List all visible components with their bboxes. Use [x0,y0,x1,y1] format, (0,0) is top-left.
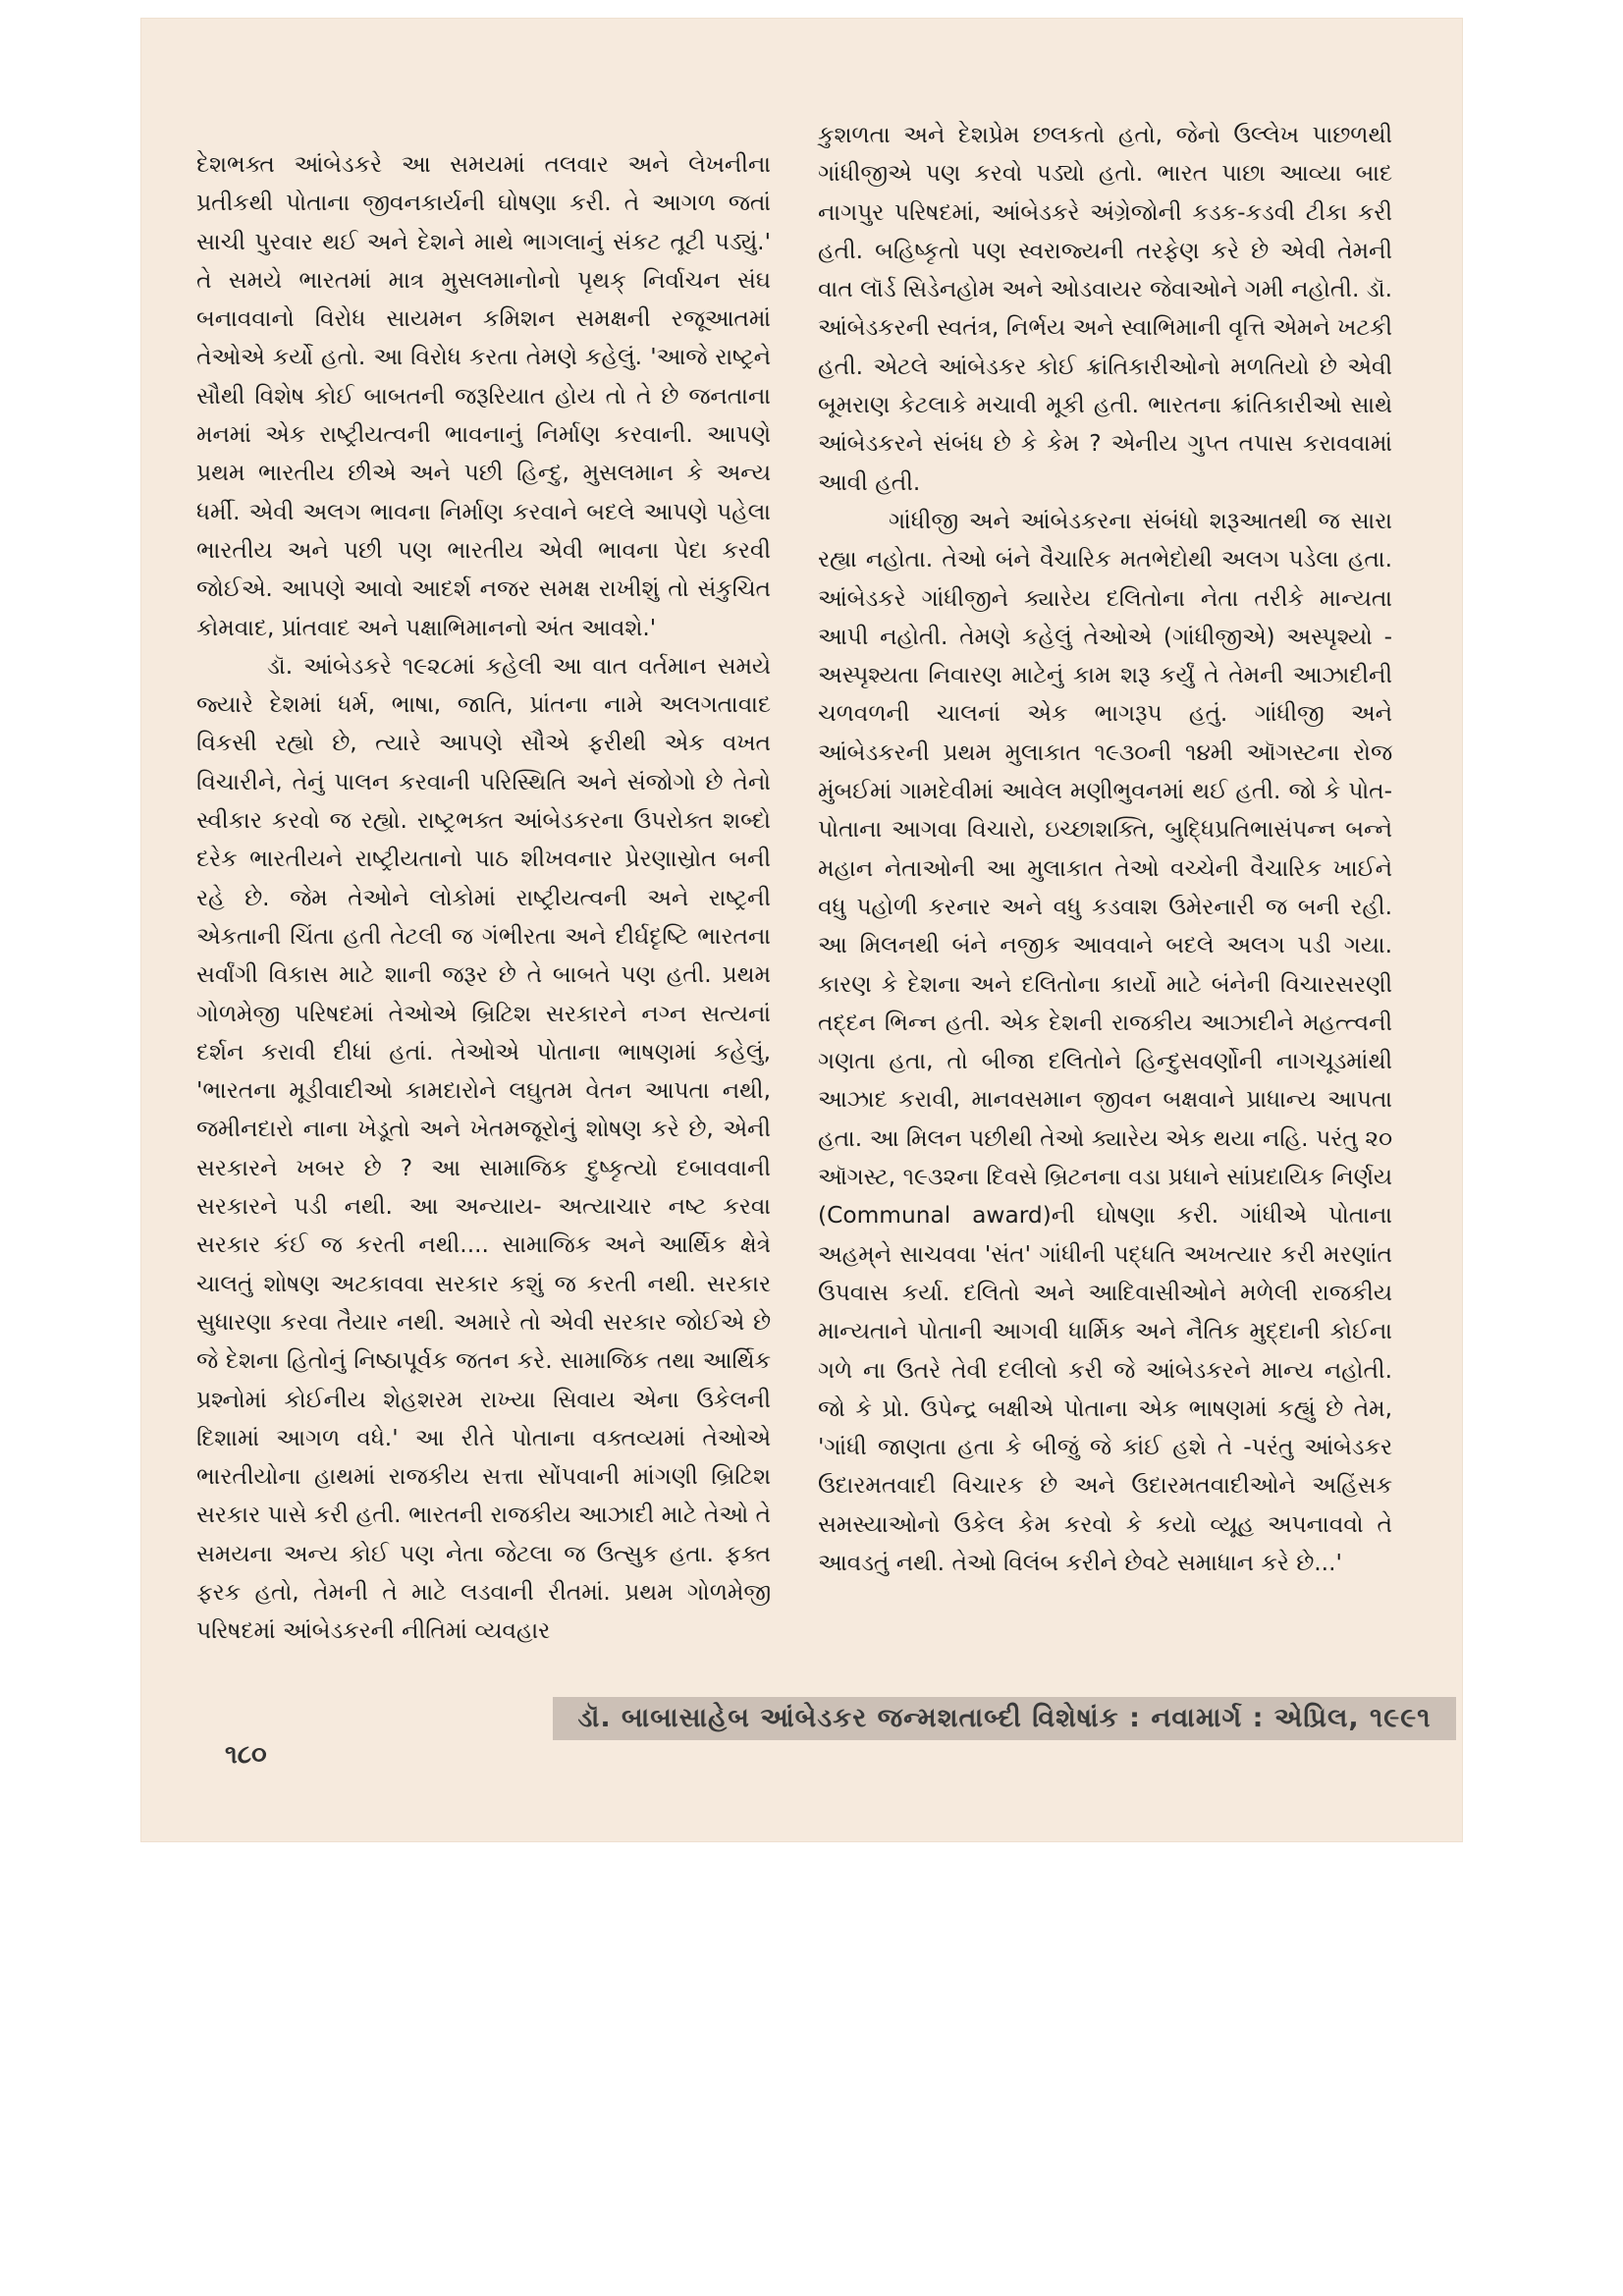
paragraph: કુશળતા અને દેશપ્રેમ છલકતો હતો, જેનો ઉલ્લેખ પાછળથી ગાંધીજીએ પણ કરવો પડ્યો હતો. ભારત પાછા આવ્યા બાદ નાગપુર પરિષદમાં, આંબેડકરે અંગ્રેજોની કડક-કડવી ટીકા કરી હતી. બહિષ્કૃતો પણ સ્વરાજ્યની તરફેણ કરે છે એવી તેમની વાત લૉર્ડ સિડેનહોમ અને ઓડવાયર જેવાઓને ગમી નહોતી. ડૉ. આંબેડકરની સ્વતંત્ર, નિર્ભય અને સ્વાભિમાની વૃત્તિ એમને ખટકી હતી. એટલે આંબેડકર કોઈ ક્રાંતિકારીઓનો મળતિયો છે એવી બૂમરાણ કેટલાકે મચાવી મૂકી હતી. ભારતના ક્રાંતિકારીઓ સાથે આંબેડકરને સંબંધ છે કે કેમ ? એનીય ગુપ્ત તપાસ કરાવવામાં આવી હતી. [818,122,1392,496]
paragraph: ડૉ. આંબેડકરે ૧૯૨૮માં કહેલી આ વાત વર્તમાન સમયે જ્યારે દેશમાં ધર્મ, ભાષા, જાતિ, પ્રાંતના નામે અલગતાવાદ વિકસી રહ્યો છે, ત્યારે આપણે સૌએ ફરીથી એક વખત વિચારીને, તેનું પાલન કરવાની પરિસ્થિતિ અને સંજોગો છે તેનો સ્વીકાર કરવો જ રહ્યો. રાષ્ટ્રભક્ત આંબેડકરના ઉપરોક્ત શબ્દો દરેક ભારતીયને રાષ્ટ્રીયતાનો પાઠ શીખવનાર પ્રેરણાસ્રોત બની રહે છે. જેમ તેઓને લોકોમાં રાષ્ટ્રીયત્વની અને રાષ્ટ્રની એકતાની ચિંતા હતી તેટલી જ ગંભીરતા અને દીર્ઘદૃષ્ટિ ભારતના સર્વાંગી વિકાસ માટે શાની જરૂર છે તે બાબતે પણ હતી. પ્રથમ ગોળમેજી પરિષદમાં તેઓએ બ્રિટિશ સરકારને નગ્ન સત્યનાં દર્શન કરાવી દીધાં હતાં. તેઓએ પોતાના ભાષણમાં કહેલું, 'ભારતના મૂડીવાદીઓ કામદારોને લઘુતમ વેતન આપતા નથી, જમીનદારો નાના ખેડૂતો અને ખેતમજૂરોનું શોષણ કરે છે, એની સરકારને ખબર છે ? આ સામાજિક દુષ્કૃત્યો દબાવવાની સરકારને પડી નથી. આ અન્યાય- અત્યાચાર નષ્ટ કરવા સરકાર કંઈ જ કરતી નથી.... સામાજિક અને આર્થિક ક્ષેત્રે ચાલતું શોષણ અટકાવવા સરકાર કશું જ કરતી નથી. સરકાર સુધારણા કરવા તૈયાર નથી. અમારે તો એવી સરકાર જોઈએ છે જે દેશના હિતોનું નિષ્ઠાપૂર્વક જતન કરે. સામાજિક તથા આર્થિક પ્રશ્નોમાં કોઈનીય શેહશરમ રાખ્યા સિવાય એના ઉકેલની દિશામાં આગળ વધે.' આ રીતે પોતાના વક્તવ્યમાં તેઓએ ભારતીયોના હાથમાં રાજકીય સત્તા સોંપવાની માંગણી બ્રિટિશ સરકાર પાસે કરી હતી. ભારતની રાજકીય આઝાદી માટે તેઓ તે સમયના અન્ય કોઈ પણ નેતા જેટલા જ ઉત્સુક હતા. ફક્ત ફરક હતો, તેમની તે માટે લડવાની રીતમાં. પ્રથમ ગોળમેજી પરિષદમાં આંબેડકરની નીતિમાં વ્યવહાર [196,652,771,1645]
magazine-page [140,18,1463,1842]
article-right-column [818,116,1392,1582]
article-left-column [196,145,771,1651]
paragraph: દેશભક્ત આંબેડકરે આ સમયમાં તલવાર અને લેખનીના પ્રતીકથી પોતાના જીવનકાર્યની ઘોષણા કરી. તે આગળ જતાં સાચી પુરવાર થઈ અને દેશને માથે ભાગલાનું સંકટ તૂટી પડ્યું.' તે સમયે ભારતમાં માત્ર મુસલમાનોનો પૃથક્ નિર્વાચન સંઘ બનાવવાનો વિરોધ સાયમન કમિશન સમક્ષની રજૂઆતમાં તેઓએ કર્યો હતો. આ વિરોધ કરતા તેમણે કહેલું. 'આજે રાષ્ટ્રને સૌથી વિશેષ કોઈ બાબતની જરૂરિયાત હોય તો તે છે જનતાના મનમાં એક રાષ્ટ્રીયત્વની ભાવનાનું નિર્માણ કરવાની. આપણે પ્રથમ ભારતીય છીએ અને પછી હિન્દુ, મુસલમાન કે અન્ય ધર્મી. એવી અલગ ભાવના નિર્માણ કરવાને બદલે આપણે પહેલા ભારતીય અને પછી પણ ભારતીય એવી ભાવના પેદા કરવી જોઈએ. આપણે આવો આદર્શ નજર સમક્ષ રાખીશું તો સંકુચિત કોમવાદ, પ્રાંતવાદ અને પક્ષાભિમાનનો અંત આવશે.' [196,151,771,641]
page-number: ૧૮૦ [225,1740,267,1770]
paragraph: ગાંધીજી અને આંબેડકરના સંબંધો શરૂઆતથી જ સારા રહ્યા નહોતા. તેઓ બંને વૈચારિક મતભેદોથી અલગ પડેલા હતા. આંબેડકરે ગાંધીજીને ક્યારેય દલિતોના નેતા તરીકે માન્યતા આપી નહોતી. તેમણે કહેલું તેઓએ (ગાંધીજીએ) અસ્પૃશ્યો - અસ્પૃશ્યતા નિવારણ માટેનું કામ શરૂ કર્યું તે તેમની આઝાદીની ચળવળની ચાલનાં એક ભાગરૂપ હતું. ગાંધીજી અને આંબેડકરની પ્રથમ મુલાકાત ૧૯૩૦ની ૧૪મી ઑગસ્ટના રોજ મુંબઈમાં ગામદેવીમાં આવેલ મણીભુવનમાં થઈ હતી. જો કે પોત-પોતાના આગવા વિચારો, ઇચ્છાશક્તિ, બુદ્ધિપ્રતિભાસંપન્ન બન્ને મહાન નેતાઓની આ મુલાકાત તેઓ વચ્ચેની વૈચારિક ખાઈને વધુ પહોળી કરનાર અને વધુ કડવાશ ઉમેરનારી જ બની રહી. આ મિલનથી બંને નજીક આવવાને બદલે અલગ પડી ગયા. કારણ કે દેશના અને દલિતોના કાર્યો માટે બંનેની વિચારસરણી તદ્દન ભિન્ન હતી. એક દેશની રાજકીય આઝાદીને મહત્ત્વની ગણતા હતા, તો બીજા દલિતોને હિન્દુસવર્ણોની નાગચૂડમાંથી આઝાદ કરાવી, માનવસમાન જીવન બક્ષવાને પ્રાધાન્ય આપતા હતા. આ મિલન પછીથી તેઓ ક્યારેય એક થયા નહિ. પરંતુ ૨૦ ઑગસ્ટ, ૧૯૩૨ના દિવસે બ્રિટનના વડા પ્રધાને સાંપ્રદાયિક નિર્ણય (Communal award)ની ઘોષણા કરી. ગાંધીએ પોતાના અહમ્‌ને સાચવવા 'સંત' ગાંધીની પદ્ધતિ અખત્યાર કરી મરણાંત ઉપવાસ કર્યા. દલિતો અને આદિવાસીઓને મળેલી રાજકીય માન્યતાને પોતાની આગવી ધાર્મિક અને નૈતિક મુદ્દાની કોઈના ગળે ના ઉતરે તેવી દલીલો કરી જે આંબેડકરને માન્ય નહોતી. જો કે પ્રો. ઉપેન્દ્ર બક્ષીએ પોતાના એક ભાષણમાં કહ્યું છે તેમ, 'ગાંધી જાણતા હતા કે બીજું જે કાંઈ હશે તે -પરંતુ આંબેડકર ઉદારમતવાદી વિચારક છે અને ઉદારમતવાદીઓને અહિંસક સમસ્યાઓનો ઉકેલ કેમ કરવો કે કયો વ્યૂહ અપનાવવો તે આવડતું નથી. તેઓ વિલંબ કરીને છેવટે સમાધાન કરે છે...' [818,507,1392,1576]
publication-footer: ડૉ. બાબાસાહેબ આંબેડકર જન્મશતાબ્દી વિશેષાંક : નવામાર્ગ : એપ્રિલ, ૧૯૯૧ [553,1697,1456,1740]
